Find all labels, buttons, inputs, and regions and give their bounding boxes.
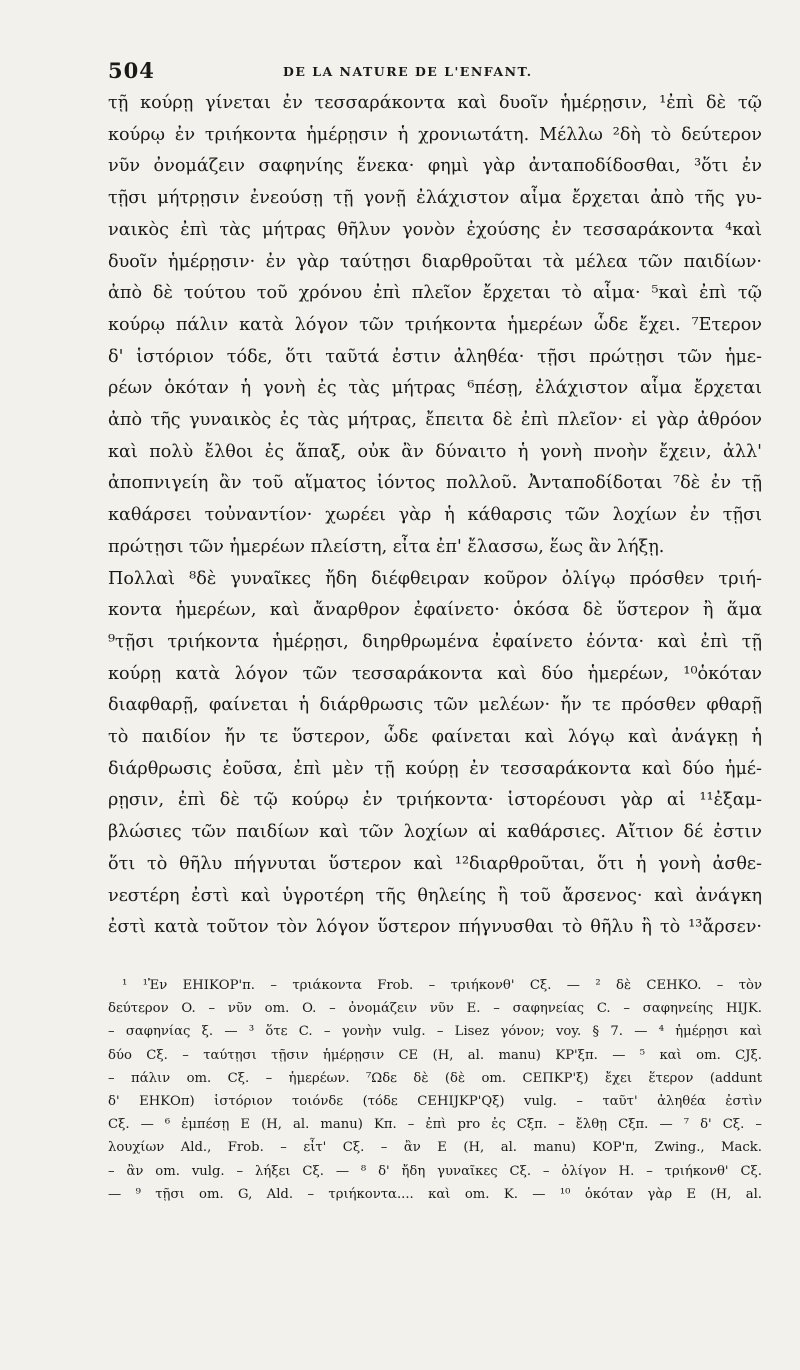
greek-text-body — [108, 88, 762, 944]
footnote-line: ¹ ¹Ἐν ΕΗΙΚΟΡ'π. – τριάκοντα Frob. – τριήκονθ' Cξ. — ² δὲ CEHKO. – τὸν — [122, 977, 762, 993]
text-line: τῇ κούρῃ γίνεται ἐν τεσσαράκοντα καὶ δυοῖν ἡμέρῃσιν, ¹ἐπὶ δὲ τῷ — [108, 93, 762, 113]
running-title: DE LA NATURE DE L'ENFANT. — [283, 64, 533, 79]
text-line: νῦν ὀνομάζειν σαφηνίης ἕνεκα· φημὶ γὰρ ἀνταποδίδοσθαι, ³ὅτι ἐν — [108, 156, 762, 177]
text-line: ὅτι τὸ θῆλυ πήγνυται ὕστερον καὶ ¹²διαρθροῦται, ὅτι ἡ γονὴ ἀσθε- — [108, 853, 762, 874]
text-line: ⁹τῇσι τριήκοντα ἡμέρῃσι, διηρθρωμένα ἐφαίνετο ἐόντα· καὶ ἐπὶ τῇ — [108, 631, 762, 652]
text-line: δ' ἱστόριον τόδε, ὅτι ταῦτά ἐστιν ἀληθέα· τῇσι πρώτῃσι τῶν ἡμε- — [108, 346, 762, 367]
footnote-line: λουχίων Ald., Frob. – εἶτ' Cξ. – ἂν E (H, al. manu) KOP'π, Zwing., Mack. — [108, 1140, 762, 1156]
text-line: ρῃσιν, ἐπὶ δὲ τῷ κούρῳ ἐν τριήκοντα· ἱστορέουσι γὰρ αἱ ¹¹ἐξαμ- — [108, 790, 762, 811]
text-line: κούρῃ κατὰ λόγον τῶν τεσσαράκοντα καὶ δύο ἡμερέων, ¹⁰ὁκόταν — [108, 663, 762, 684]
text-line: τὸ παιδίον ἤν τε ὕστερον, ὧδε φαίνεται καὶ λόγῳ καὶ ἀνάγκῃ ἡ — [108, 727, 762, 748]
text-line: διαφθαρῇ, φαίνεται ἡ διάρθρωσις τῶν μελέων· ἤν τε πρόσθεν φθαρῇ — [108, 695, 762, 716]
text-line: ἀπὸ δὲ τούτου τοῦ χρόνου ἐπὶ πλεῖον ἔρχεται τὸ αἷμα· ⁵καὶ ἐπὶ τῷ — [108, 283, 762, 304]
text-line: ρέων ὁκόταν ἡ γονὴ ἐς τὰς μήτρας ⁶πέσῃ, ἐλάχιστον αἷμα ἔρχεται — [108, 378, 762, 399]
text-line: νεστέρη ἐστὶ καὶ ὑγροτέρη τῆς θηλείης ἢ τοῦ ἄρσενος· καὶ ἀνάγκη — [108, 885, 762, 906]
text-line: καθάρσει τοὐναντίον· χωρέει γὰρ ἡ κάθαρσις τῶν λοχίων ἐν τῇσι — [108, 505, 762, 526]
text-line: βλώσιες τῶν παιδίων καὶ τῶν λοχίων αἱ καθάρσιες. Αἴτιον δέ ἐστιν — [108, 822, 762, 843]
footnote-line: – ἂν om. vulg. – λήξει Cξ. — ⁸ δ' ἤδη γυναῖκες Cξ. – ὀλίγον H. – τριήκονθ' Cξ. — [108, 1163, 762, 1179]
text-line: καὶ πολὺ ἔλθοι ἐς ἅπαξ, οὐκ ἂν δύναιτο ἡ γονὴ πνοὴν ἔχειν, ἀλλ' — [108, 441, 762, 462]
footnotes — [108, 974, 762, 1206]
footnote-line: — ⁹ τῇσι om. G, Ald. – τριήκοντα.... καὶ om. K. — ¹⁰ ὁκόταν γὰρ E (H, al. — [108, 1186, 762, 1202]
page-number: 504 — [108, 58, 155, 83]
footnote-line: – σαφηνίας ξ. — ³ ὅτε C. – γονὴν vulg. – Lisez γόνον; voy. § 7. — ⁴ ἡμέρῃσι καὶ — [108, 1024, 762, 1040]
text-line: ἐστὶ κατὰ τοῦτον τὸν λόγον ὕστερον πήγνυσθαι τὸ θῆλυ ἢ τὸ ¹³ἄρσεν· — [108, 917, 762, 938]
text-line: διάρθρωσις ἐοῦσα, ἐπὶ μὲν τῇ κούρῃ ἐν τεσσαράκοντα καὶ δύο ἡμέ- — [108, 758, 762, 779]
text-line: Πολλαὶ ⁸δὲ γυναῖκες ἤδη διέφθειραν κοῦρον ὀλίγῳ πρόσθεν τριή- — [108, 568, 762, 589]
text-line: ἀποπνιγείη ἂν τοῦ αἵματος ἰόντος πολλοῦ. Ἀνταποδίδοται ⁷δὲ ἐν τῇ — [108, 473, 762, 494]
text-line: κούρῳ ἐν τριήκοντα ἡμέρῃσιν ἡ χρονιωτάτη. Μέλλω ²δὴ τὸ δεύτερον — [108, 124, 762, 145]
text-line: ναικὸς ἐπὶ τὰς μήτρας θῆλυν γονὸν ἐχούσης ἐν τεσσαράκοντα ⁴καὶ — [108, 219, 762, 240]
text-line: ἀπὸ τῆς γυναικὸς ἐς τὰς μήτρας, ἔπειτα δὲ ἐπὶ πλεῖον· εἰ γὰρ ἀθρόον — [108, 410, 762, 431]
text-line: δυοῖν ἡμέρῃσιν· ἐν γὰρ ταύτῃσι διαρθροῦται τὰ μέλεα τῶν παιδίων· — [108, 251, 762, 272]
text-line: κοντα ἡμερέων, καὶ ἄναρθρον ἐφαίνετο· ὁκόσα δὲ ὕστερον ἢ ἅμα — [108, 600, 762, 621]
footnote-line: Cξ. — ⁶ ἐμπέσῃ E (H, al. manu) Kπ. – ἐπὶ pro ἐς Cξπ. – ἔλθῃ Cξπ. — ⁷ δ' Cξ. – — [108, 1117, 762, 1133]
text-line: τῇσι μήτρῃσιν ἐνεούσῃ τῇ γονῇ ἐλάχιστον αἷμα ἔρχεται ἀπὸ τῆς γυ- — [108, 188, 762, 209]
page-header — [108, 52, 762, 84]
footnote-line: δύο Cξ. – ταύτῃσι τῇσιν ἡμέρῃσιν CE (H, al. manu) KP'ξπ. — ⁵ καὶ om. CJξ. — [108, 1047, 762, 1063]
text-line: πρώτῃσι τῶν ἡμερέων πλείστη, εἶτα ἐπ' ἔλασσω, ἕως ἂν λήξῃ. — [108, 536, 665, 557]
footnote-line: – πάλιν om. Cξ. – ἡμερέων. ⁷Ωδε δὲ (δὲ om. CEΠΚΡ'ξ) ἔχει ἕτερον (addunt — [108, 1070, 762, 1086]
footnote-line: δεύτερον O. – νῦν om. O. – ὀνομάζειν νῦν E. – σαφηνείας C. – σαφηνείης HIJK. — [108, 1001, 762, 1017]
footnote-line: δ' ΕΗΚΟπ) ἱστόριον τοιόνδε (τόδε CEHIJKP'Qξ) vulg. – ταῦτ' ἀληθέα ἐστὶν — [108, 1094, 762, 1109]
text-line: κούρῳ πάλιν κατὰ λόγον τῶν τριήκοντα ἡμερέων ὧδε ἔχει. ⁷Ετερον — [108, 314, 762, 335]
